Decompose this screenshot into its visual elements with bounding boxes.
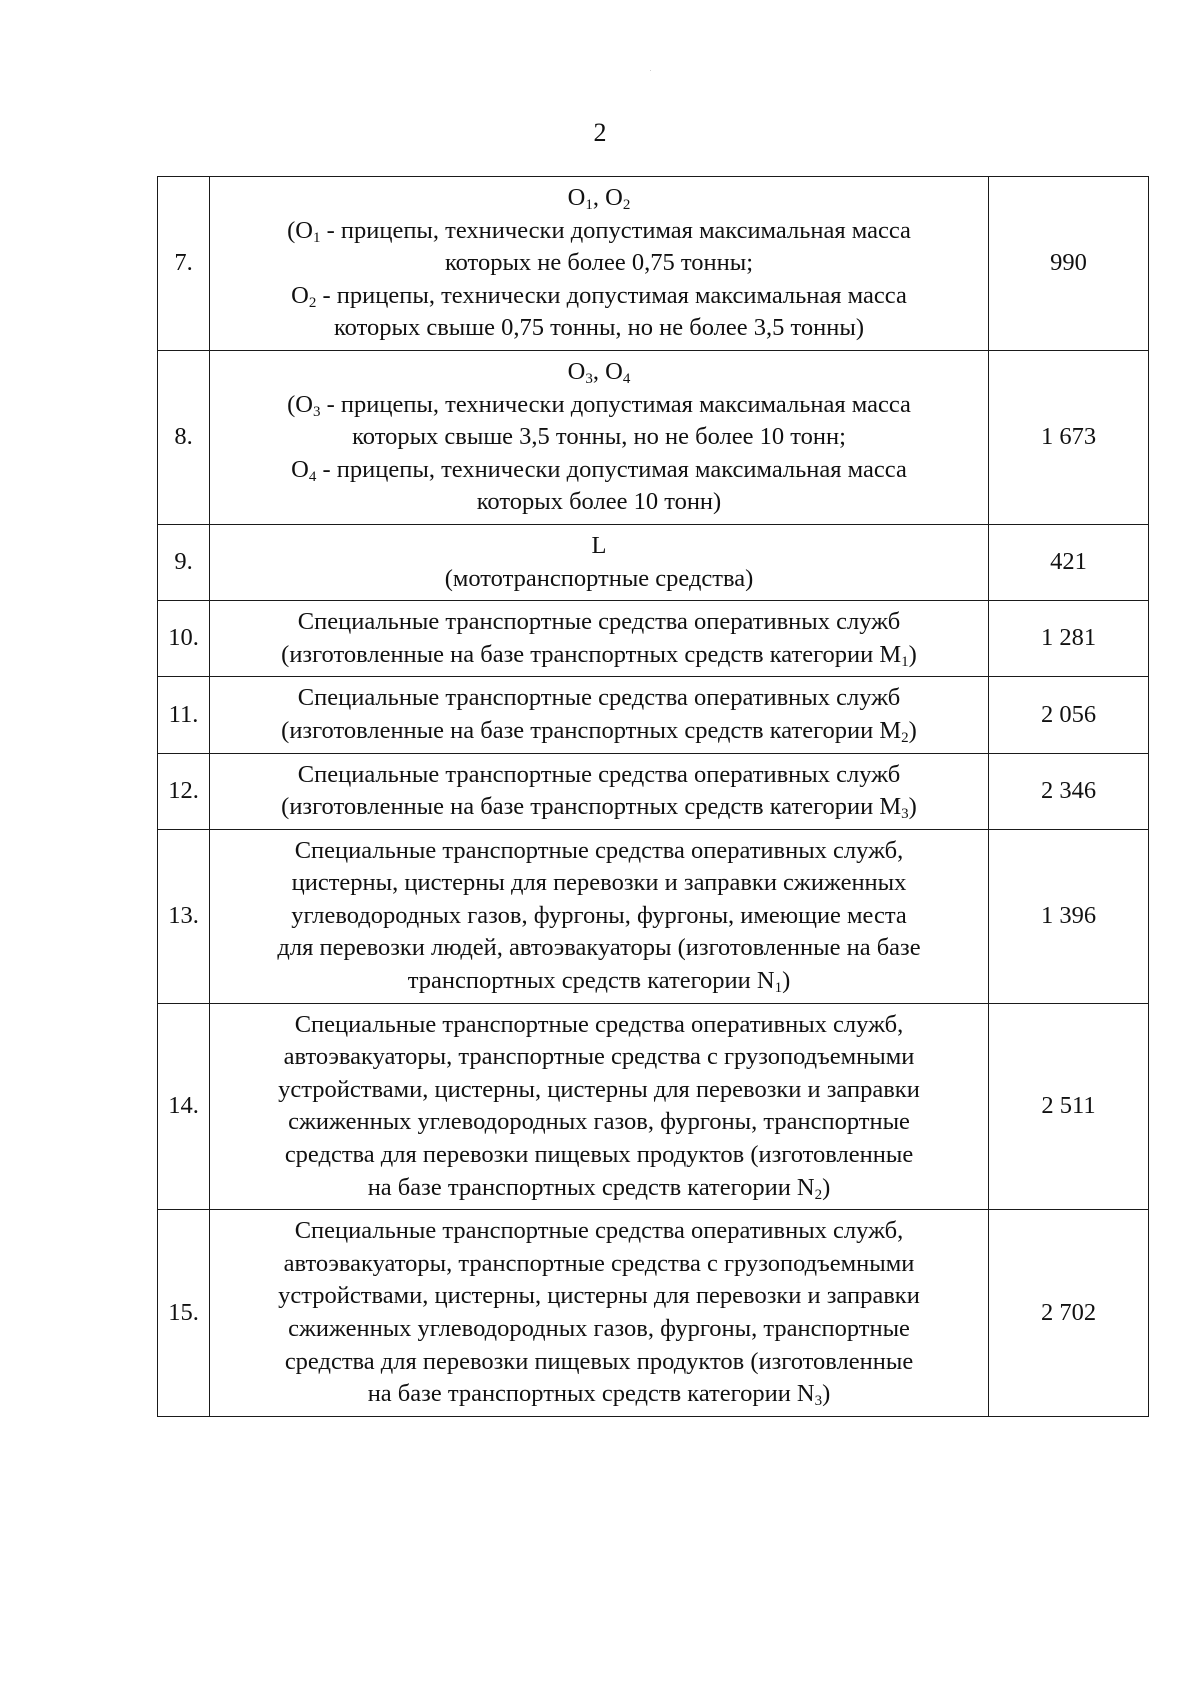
line-text: O xyxy=(291,455,309,483)
fee-value: 2 702 xyxy=(989,1210,1149,1417)
category-subscript: 3 xyxy=(312,403,321,420)
table-row xyxy=(158,177,1149,351)
line-text: - прицепы, технически допустимая максимальная масса xyxy=(320,216,911,244)
row-number: 13. xyxy=(158,829,210,1003)
line-text: - прицепы, технически допустимая максимальная масса xyxy=(316,455,907,483)
description-line xyxy=(216,759,982,792)
description-line xyxy=(216,1041,982,1074)
scan-speck xyxy=(650,70,651,71)
vehicle-category-fee-table xyxy=(157,176,1149,1417)
line-text: средства для перевозки пищевых продуктов (изготовленные xyxy=(284,1347,914,1375)
category-subscript: 3 xyxy=(585,370,593,387)
line-text: для перевозки людей, автоэвакуаторы (изготовленные на базе xyxy=(277,934,921,962)
line-text: ) xyxy=(908,640,917,668)
table-row xyxy=(158,753,1149,829)
category-description xyxy=(210,829,989,1003)
line-text: Специальные транспортные средства оперативных служб, xyxy=(294,1010,904,1038)
description-line xyxy=(216,182,982,215)
line-text: O xyxy=(567,184,586,211)
category-subscript: 1 xyxy=(901,653,909,670)
line-text: Специальные транспортные средства оперативных служб xyxy=(297,760,901,788)
fee-value: 2 056 xyxy=(989,677,1149,753)
category-subscript: 3 xyxy=(901,806,909,823)
description-line xyxy=(216,312,982,345)
row-number: 9. xyxy=(158,524,210,600)
category-subscript: 2 xyxy=(622,197,631,213)
table-row xyxy=(158,524,1149,600)
line-text: автоэвакуаторы, транспортные средства с грузоподъемными xyxy=(283,1249,915,1277)
description-line xyxy=(216,682,982,715)
category-description xyxy=(210,177,989,351)
category-subscript: 1 xyxy=(312,229,321,246)
line-text: (изготовленные на базе транспортных средств категории M xyxy=(281,716,902,744)
line-text: на базе транспортных средств категории N xyxy=(367,1380,815,1408)
line-text: устройствами, цистерны, цистерны для перевозки и заправки xyxy=(278,1282,920,1310)
line-text: которых свыше 0,75 тонны, но не более 3,5 тонны) xyxy=(334,314,864,342)
description-line xyxy=(216,1313,982,1346)
description-line xyxy=(216,247,982,280)
category-subscript: 1 xyxy=(774,980,783,997)
fee-value: 1 281 xyxy=(989,601,1149,677)
line-text: Специальные транспортные средства оперативных служб xyxy=(297,684,901,712)
line-text: автоэвакуаторы, транспортные средства с грузоподъемными xyxy=(283,1043,915,1071)
line-text: ) xyxy=(908,716,917,744)
line-text: ) xyxy=(822,1380,831,1408)
description-line xyxy=(216,356,982,389)
line-text: на базе транспортных средств категории N xyxy=(367,1173,815,1201)
description-line xyxy=(216,1172,982,1205)
description-line xyxy=(216,1106,982,1139)
fee-value: 421 xyxy=(989,524,1149,600)
table-body xyxy=(158,177,1149,1417)
line-text: ) xyxy=(782,967,791,995)
category-subscript: 2 xyxy=(814,1186,823,1203)
description-line xyxy=(216,280,982,313)
line-text: Специальные транспортные средства оперативных служб, xyxy=(294,836,904,864)
category-description xyxy=(210,1210,989,1417)
line-text: Специальные транспортные средства оперативных служб, xyxy=(294,1217,904,1245)
category-subscript: 2 xyxy=(901,729,909,746)
category-description xyxy=(210,1003,989,1210)
line-text: сжиженных углеводородных газов, фургоны, транспортные xyxy=(288,1315,910,1342)
line-text: (мототранспортные средства) xyxy=(444,564,754,592)
description-line xyxy=(216,965,982,998)
row-number: 12. xyxy=(158,753,210,829)
description-line xyxy=(216,421,982,454)
description-line xyxy=(216,900,982,933)
description-line xyxy=(216,454,982,487)
table-row xyxy=(158,601,1149,677)
category-subscript: 2 xyxy=(308,294,317,311)
table-row xyxy=(158,1210,1149,1417)
line-text: ) xyxy=(822,1173,831,1201)
line-text: O xyxy=(567,357,586,385)
line-text: устройствами, цистерны, цистерны для перевозки и заправки xyxy=(278,1075,920,1103)
line-text: - прицепы, технически допустимая максимальная масса xyxy=(316,281,907,309)
description-line xyxy=(216,389,982,422)
line-text: углеводородных газов, фургоны, фургоны, имеющие места xyxy=(291,901,907,929)
table-row xyxy=(158,677,1149,753)
line-text: (O xyxy=(287,390,313,418)
row-number: 7. xyxy=(158,177,210,351)
category-description xyxy=(210,350,989,524)
category-description xyxy=(210,677,989,753)
description-line xyxy=(216,867,982,900)
line-text: O xyxy=(291,281,309,309)
category-subscript: 3 xyxy=(814,1393,823,1410)
line-text: L xyxy=(591,531,607,559)
line-text: средства для перевозки пищевых продуктов (изготовленные xyxy=(284,1141,914,1169)
description-line xyxy=(216,639,982,672)
description-line xyxy=(216,486,982,519)
description-line xyxy=(216,1215,982,1248)
fee-value: 2 511 xyxy=(989,1003,1149,1210)
row-number: 10. xyxy=(158,601,210,677)
line-text: , O xyxy=(592,357,623,385)
fee-value: 1 673 xyxy=(989,350,1149,524)
page-number: 2 xyxy=(593,118,607,147)
description-line xyxy=(216,932,982,965)
description-line xyxy=(216,1009,982,1042)
line-text: сжиженных углеводородных газов, фургоны, транспортные xyxy=(288,1108,910,1136)
description-line xyxy=(216,791,982,824)
category-subscript: 4 xyxy=(308,468,317,485)
line-text: транспортных средств категории N xyxy=(407,967,775,995)
description-line xyxy=(216,606,982,639)
line-text: цистерны, цистерны для перевозки и заправки сжиженных xyxy=(291,869,907,897)
fee-value: 2 346 xyxy=(989,753,1149,829)
description-line xyxy=(216,1280,982,1313)
row-number: 14. xyxy=(158,1003,210,1210)
category-subscript: 1 xyxy=(585,197,593,213)
line-text: (O xyxy=(287,216,313,244)
line-text: (изготовленные на базе транспортных средств категории M xyxy=(281,793,902,821)
category-subscript: 4 xyxy=(622,370,631,387)
description-line xyxy=(216,1139,982,1172)
description-line xyxy=(216,215,982,248)
table-row xyxy=(158,1003,1149,1210)
description-line xyxy=(216,530,982,563)
description-line xyxy=(216,1346,982,1379)
row-number: 15. xyxy=(158,1210,210,1417)
line-text: которых свыше 3,5 тонны, но не более 10 тонн; xyxy=(352,423,846,451)
row-number: 11. xyxy=(158,677,210,753)
table-row xyxy=(158,829,1149,1003)
line-text: , O xyxy=(592,184,623,211)
description-line xyxy=(216,1074,982,1107)
line-text: которых более 10 тонн) xyxy=(476,488,722,516)
category-description xyxy=(210,753,989,829)
line-text: Специальные транспортные средства оперативных служб xyxy=(297,608,901,636)
line-text: ) xyxy=(908,793,917,821)
category-description xyxy=(210,601,989,677)
description-line xyxy=(216,563,982,596)
row-number: 8. xyxy=(158,350,210,524)
description-line xyxy=(216,715,982,748)
description-line xyxy=(216,835,982,868)
description-line xyxy=(216,1248,982,1281)
line-text: которых не более 0,75 тонны; xyxy=(444,249,754,277)
category-description xyxy=(210,524,989,600)
fee-value: 1 396 xyxy=(989,829,1149,1003)
description-line xyxy=(216,1378,982,1411)
fee-value: 990 xyxy=(989,177,1149,351)
line-text: - прицепы, технически допустимая максимальная масса xyxy=(320,390,911,418)
line-text: (изготовленные на базе транспортных средств категории M xyxy=(281,640,902,668)
table-row xyxy=(158,350,1149,524)
